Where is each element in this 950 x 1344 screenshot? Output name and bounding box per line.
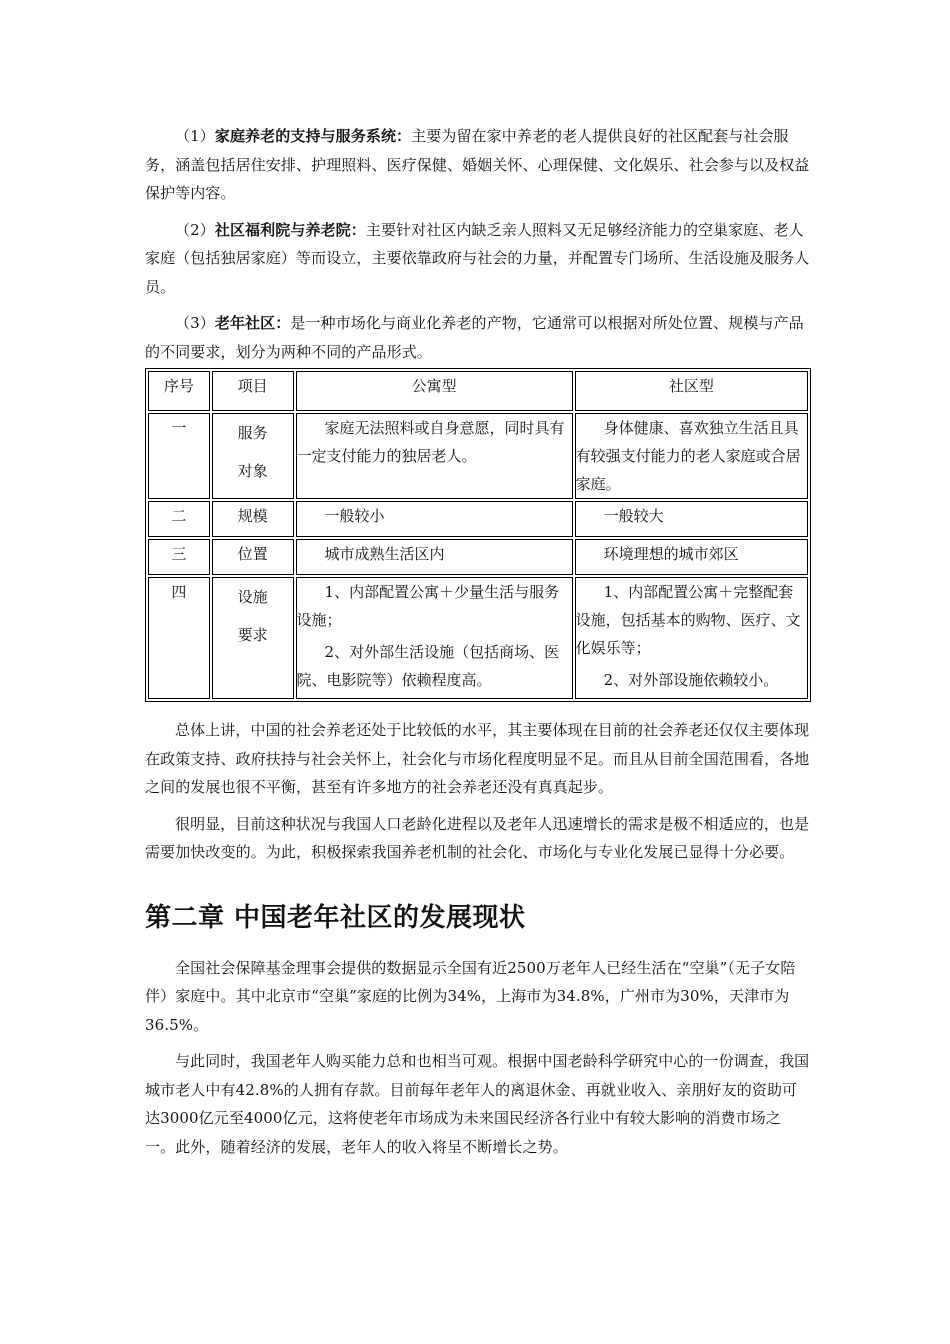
- row-item-line: 设施: [237, 588, 268, 606]
- row-item: 规模: [212, 501, 294, 537]
- cell-apartment: [296, 577, 573, 699]
- cell-text: 2、对外部设施依赖较小。: [603, 671, 779, 689]
- table-row: [148, 577, 808, 699]
- bold-term: 老年社区：: [214, 314, 291, 332]
- cell-community: [575, 501, 808, 537]
- row-number: 一: [148, 413, 210, 499]
- row-item: [212, 577, 294, 699]
- table-header-row: [148, 371, 808, 411]
- cell-text: 家庭无法照料或自身意愿，同时具有一定支付能力的独居老人。: [296, 419, 565, 465]
- paragraph-text: 主要针对社区内缺乏亲人照料又无足够经济能力的空巢家庭、老人家庭（包括独居家庭）等而设立，主要依靠政府与社会的力量，并配置专门场所、生活设施及服务人员。: [145, 220, 810, 296]
- cell-community: [575, 413, 808, 499]
- paragraph-home-care: [145, 122, 810, 208]
- bold-term: 家庭养老的支持与服务系统：: [214, 127, 412, 145]
- header-no: 序号: [148, 371, 210, 411]
- row-item-line: 服务: [237, 424, 268, 442]
- table-row: [148, 413, 808, 499]
- row-item: [212, 413, 294, 499]
- document-page: [145, 122, 810, 1161]
- paragraph-text: 是一种市场化与商业化养老的产物，它通常可以根据对所处位置、规模与产品的不同要求，划分为两种不同的产品形式。: [145, 314, 804, 361]
- row-item-line: 对象: [237, 462, 268, 480]
- header-item: 项目: [212, 371, 294, 411]
- cell-community: [575, 539, 808, 575]
- cell-apartment: [296, 539, 573, 575]
- table-row: [148, 539, 808, 575]
- cell-apartment: [296, 413, 573, 499]
- cell-text: 1、内部配置公寓＋完整配套设施，包括基本的购物、医疗、文化娱乐等；: [575, 583, 801, 657]
- row-number: 二: [148, 501, 210, 537]
- list-label: （2）: [175, 220, 215, 239]
- cell-text: 城市成熟生活区内: [324, 545, 445, 563]
- cell-text: 身体健康、喜欢独立生活且具有较强支付能力的老人家庭或合居家庭。: [575, 419, 801, 493]
- table-row: [148, 501, 808, 537]
- cell-text: 1、内部配置公寓＋少量生活与服务设施；: [296, 583, 560, 629]
- comparison-table: [145, 368, 811, 702]
- cell-text: 一般较小: [324, 507, 385, 525]
- list-label: （3）: [175, 314, 215, 332]
- cell-text: 2、对外部生活设施（包括商场、医院、电影院等）依赖程度高。: [296, 643, 560, 689]
- paragraph-senior-community: [145, 309, 810, 366]
- paragraph-welfare-home: [145, 216, 810, 302]
- row-item: 位置: [212, 539, 294, 575]
- paragraph-conclusion: 很明显，目前这种状况与我国人口老龄化进程以及老年人迅速增长的需求是极不相适应的，也是需要加快改变的。为此，积极探索我国养老机制的社会化、市场化与专业化发展已显得十分必要。: [145, 814, 810, 861]
- paragraph-empty-nest: 全国社会保障基金理事会提供的数据显示全国有近2500万老年人已经生活在“空巢”（无子女陪伴）家庭中。其中北京市“空巢”家庭的比例为34%，上海市为34.8%，广州市为30%，天津市为36.5%。: [145, 958, 796, 1034]
- list-label: （1）: [175, 127, 215, 145]
- cell-community: [575, 577, 808, 699]
- header-community: 社区型: [575, 371, 808, 411]
- header-apartment: 公寓型: [296, 371, 573, 411]
- bold-term: 社区福利院与养老院：: [214, 220, 366, 239]
- row-number: 四: [148, 577, 210, 699]
- cell-text: 环境理想的城市郊区: [603, 545, 739, 563]
- cell-apartment: [296, 501, 573, 537]
- row-item-line: 要求: [237, 626, 268, 644]
- row-number: 三: [148, 539, 210, 575]
- paragraph-overall: 总体上讲，中国的社会养老还处于比较低的水平，其主要体现在目前的社会养老还仅仅主要体现在政策支持、政府扶持与社会关怀上，社会化与市场化程度明显不足。而且从目前全国范围看，各地之间的发展也很不平衡，甚至有许多地方的社会养老还没有真真起步。: [145, 721, 810, 796]
- paragraph-purchasing-power: 与此同时，我国老年人购买能力总和也相当可观。根据中国老龄科学研究中心的一份调查，我国城市老人中有42.8%的人拥有存款。目前每年老年人的离退休金、再就业收入、亲朋好友的资助可达3000亿元至4000亿元，这将使老年市场成为未来国民经济各行业中有较大影响的消费市场之一。此外，随着经济的发展，老年人的收入将呈不断增长之势。: [145, 1052, 810, 1156]
- chapter-title: 第二章 中国老年社区的发展现状: [145, 902, 526, 933]
- paragraph-text: 主要为留在家中养老的老人提供良好的社区配套与社会服务，涵盖包括居住安排、护理照料、医疗保健、婚姻关怀、心理保健、文化娱乐、社会参与以及权益保护等内容。: [145, 127, 810, 202]
- cell-text: 一般较大: [603, 507, 664, 525]
